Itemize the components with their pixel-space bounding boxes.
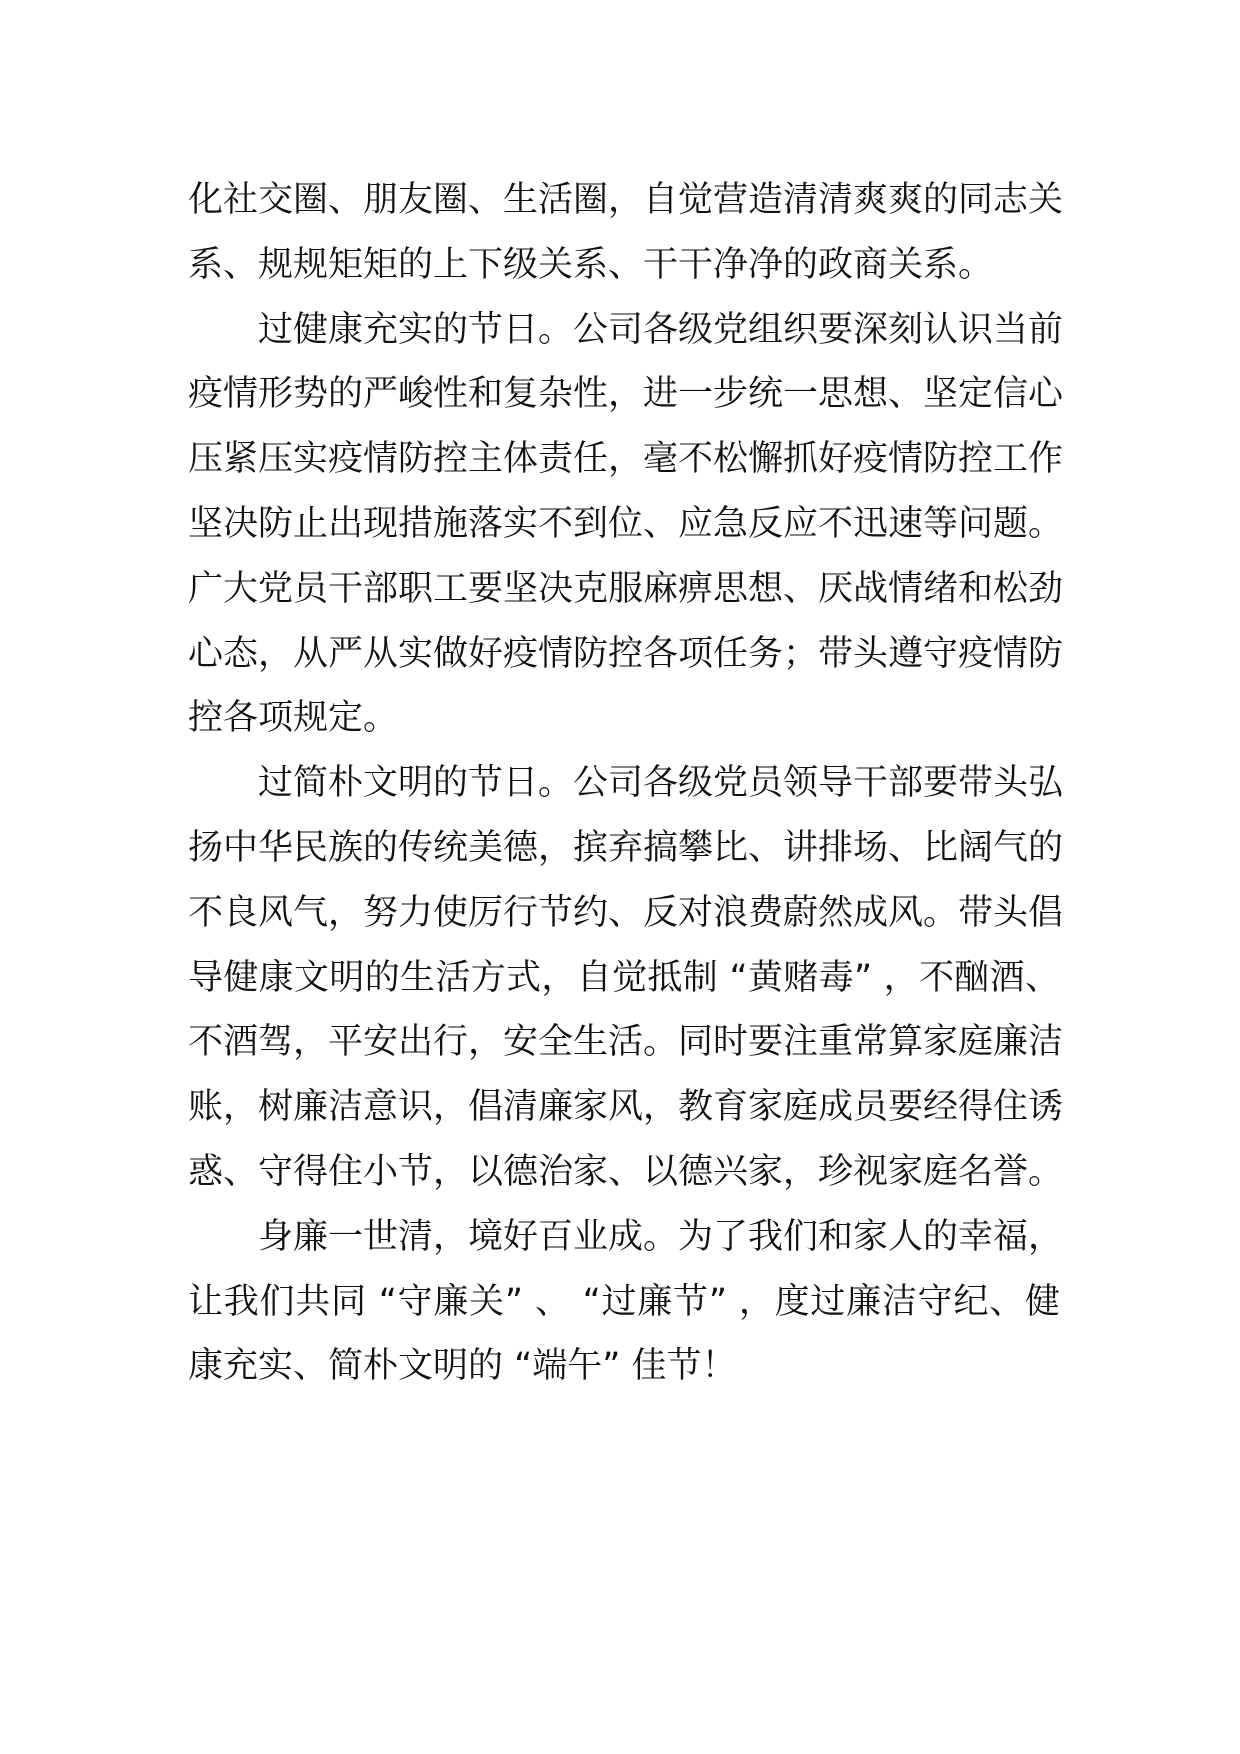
- paragraph-first-line: 过健康充实的节日。公司各级党组织要深刻认识当前: [258, 309, 1064, 350]
- text-line: 广大党员干部职工要坚决克服麻痹思想、厌战情绪和松劲: [188, 568, 1064, 609]
- text-line: 康充实、简朴文明的 “端午” 佳节！: [188, 1346, 737, 1387]
- text-line: 导健康文明的生活方式，自觉抵制 “黄赌毒” ，不酗酒、: [188, 957, 1060, 998]
- text-line: 扬中华民族的传统美德，摈弃搞攀比、讲排场、比阔气的: [188, 827, 1064, 868]
- text-line: 疫情形势的严峻性和复杂性，进一步统一思想、坚定信心: [188, 374, 1064, 415]
- text-line: 坚决防止出现措施落实不到位、应急反应不迅速等问题。: [188, 503, 1064, 544]
- text-line: 让我们共同 “守廉关” 、 “过廉节” ，度过廉洁守纪、健: [188, 1281, 1060, 1322]
- text-line: 不酒驾，平安出行，安全生活。同时要注重常算家庭廉洁: [188, 1022, 1064, 1063]
- text-line: 心态，从严从实做好疫情防控各项任务；带头遵守疫情防: [188, 633, 1064, 674]
- text-line: 不良风气，努力使厉行节约、反对浪费蔚然成风。带头倡: [188, 892, 1064, 933]
- text-line: 压紧压实疫情防控主体责任，毫不松懈抓好疫情防控工作: [188, 439, 1064, 480]
- paragraph-first-line: 过简朴文明的节日。公司各级党员领导干部要带头弘: [258, 763, 1064, 804]
- paragraph-first-line: 身廉一世清，境好百业成。为了我们和家人的幸福，: [258, 1216, 1064, 1257]
- text-line: 系、规规矩矩的上下级关系、干干净净的政商关系。: [188, 244, 994, 285]
- body-text: [188, 168, 1064, 1399]
- text-line: 惑、守得住小节，以德治家、以德兴家，珍视家庭名誉。: [188, 1151, 1064, 1192]
- text-line: 账，树廉洁意识，倡清廉家风，教育家庭成员要经得住诱: [188, 1087, 1064, 1128]
- text-line: 化社交圈、朋友圈、生活圈，自觉营造清清爽爽的同志关: [188, 180, 1064, 220]
- text-line: 控各项规定。: [188, 698, 399, 739]
